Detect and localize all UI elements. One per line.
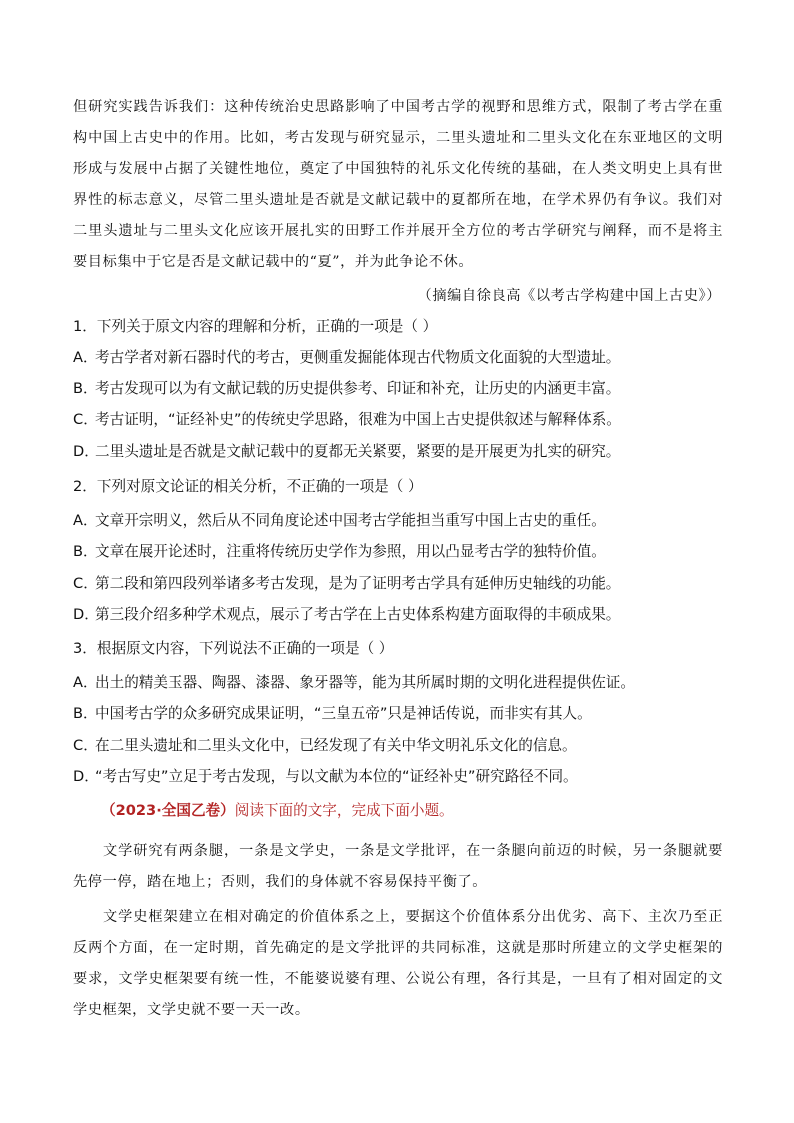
- option-text: 考古发现可以为有文献记载的历史提供参考、印证和补充，让历史的内涵更丰富。: [95, 380, 621, 397]
- option-text: 文章在展开论述时，注重将传统历史学作为参照，用以凸显考古学的独特价值。: [95, 543, 606, 560]
- question-2-option-b: [73, 541, 606, 563]
- passage-paragraph-3: 文学史框架建立在相对确定的价值体系之上，要据这个价值体系分出优劣、高下、主次乃至正反两个方面，在一定时期，首先确定的是文学批评的共同标准，这就是那时所建立的文学史框架的要求，文学史框架要有统一性，不能婆说婆有理、公说公有理，各行其是，一旦有了相对固定的文学史框架，文学史就不要一天一改。: [73, 909, 723, 1018]
- option-text: 第三段介绍多种学术观点，展示了考古学在上古史体系构建方面取得的丰硕成果。: [95, 606, 621, 623]
- option-letter: C．: [73, 575, 98, 592]
- passage-paragraph-2: 文学研究有两条腿，一条是文学史，一条是文学批评，在一条腿向前迈的时候，另一条腿就要先停一停，踏在地上；否则，我们的身体就不容易保持平衡了。: [73, 843, 723, 890]
- question-2-option-d: [73, 604, 620, 626]
- question-2-option-a: [73, 510, 606, 532]
- option-letter: A．: [73, 349, 98, 366]
- question-3-option-b: [73, 703, 592, 725]
- question-2-stem: 2．下列对原文论证的相关分析，不正确的一项是（ ）: [73, 478, 423, 495]
- option-text: 考古证明，“证经补史”的传统史学思路，很难为中国上古史提供叙述与解释体系。: [95, 411, 621, 428]
- option-letter: B．: [73, 543, 98, 560]
- option-letter: B．: [73, 380, 98, 397]
- option-text: 中国考古学的众多研究成果证明，“三皇五帝”只是神话传说，而非实有其人。: [95, 705, 592, 722]
- option-text: 第二段和第四段列举诸多考古发现，是为了证明考古学具有延伸历史轴线的功能。: [95, 575, 621, 592]
- option-letter: D．: [73, 606, 99, 623]
- passage-citation: （摘编自徐良高《以考古学构建中国上古史》）: [417, 288, 721, 304]
- question-1-stem: 1．下列关于原文内容的理解和分析，正确的一项是（ ）: [73, 318, 438, 335]
- option-text: 在二里头遗址和二里头文化中，已经发现了有关中华文明礼乐文化的信息。: [95, 737, 577, 754]
- passage-paragraph-1: 但研究实践告诉我们：这种传统治史思路影响了中国考古学的视野和思维方式，限制了考古学在重构中国上古史中的作用。比如，考古发现与研究显示，二里头遗址和二里头文化在东亚地区的文明形成与发展中占据了关键性地位，奠定了中国独特的礼乐文化传统的基础，在人类文明史上具有世界性的标志意义，尽管二里头遗址是否就是文献记载中的夏都所在地，在学术界仍有争议。我们对二里头遗址与二里头文化应该开展扎实的田野工作并展开全方位的考古学研究与阐释，而不是将主要目标集中于它是否是文献记载中的“夏”，并为此争论不休。: [73, 99, 723, 270]
- question-1-option-b: [73, 378, 620, 400]
- option-letter: D．: [73, 768, 99, 785]
- option-letter: B．: [73, 705, 98, 722]
- option-letter: D．: [73, 443, 99, 460]
- option-text: 二里头遗址是否就是文献记载中的夏都无关紧要，紧要的是开展更为扎实的研究。: [95, 443, 621, 460]
- question-1-option-c: [73, 409, 621, 431]
- exam-source-tag: （2023·全国乙卷）: [101, 802, 235, 819]
- option-letter: C．: [73, 411, 98, 428]
- option-letter: C．: [73, 737, 98, 754]
- question-3-option-c: [73, 735, 577, 757]
- reading-instruction: 阅读下面的文字，完成下面小题。: [234, 802, 454, 819]
- question-2-option-c: [73, 573, 620, 595]
- question-1-option-d: [73, 441, 620, 463]
- question-3-option-d: [73, 766, 578, 788]
- option-text: 出土的精美玉器、陶器、漆器、象牙器等，能为其所属时期的文明化进程提供佐证。: [95, 674, 635, 691]
- option-text: 文章开宗明义，然后从不同角度论述中国考古学能担当重写中国上古史的重任。: [95, 512, 606, 529]
- option-text: “考古写史”立足于考古发现，与以文献为本位的“证经补史”研究路径不同。: [95, 768, 578, 785]
- option-letter: A．: [73, 674, 98, 691]
- section-source-line: [101, 800, 454, 822]
- question-3-stem: 3．根据原文内容，下列说法不正确的一项是（ ）: [73, 640, 394, 657]
- question-3-option-a: [73, 672, 635, 694]
- option-text: 考古学者对新石器时代的考古，更侧重发掘能体现古代物质文化面貌的大型遗址。: [95, 349, 621, 366]
- option-letter: A．: [73, 512, 98, 529]
- question-1-option-a: [73, 347, 620, 369]
